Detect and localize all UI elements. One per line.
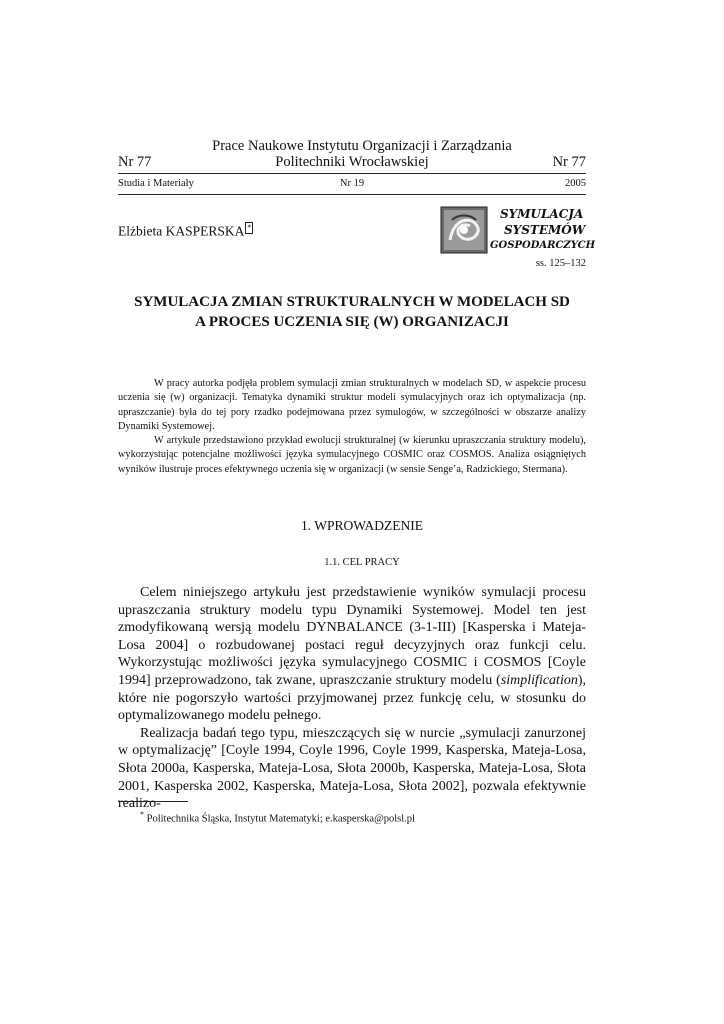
logo-text-line2: SYSTEMÓW [504,223,586,237]
issue-number-left: Nr 77 [118,154,152,170]
author-footnote-mark[interactable]: * [247,223,252,232]
title-line1: SYMULACJA ZMIAN STRUKTURALNYCH W MODELACH SD [134,294,570,310]
logo-text-line3: GOSPODARCZYCH [490,240,596,251]
title-line2: A PROCES UCZENIA SIĘ (W) ORGANIZACJI [195,314,509,330]
subsection-heading: 1.1. CEL PRACY [324,557,400,568]
logo-text-line1: SYMULACJA [500,207,584,221]
header-rule [118,173,586,174]
author-name: Elżbieta KASPERSKA [118,223,245,239]
conference-logo [440,206,596,254]
body-paragraph-2: Realizacja badań tego typu, mieszczących się w nurcie „symulacji zanurzonej w optymalizację” [Coyle 1994, Coyle 1996, Coyle 1999, Kasperska, Mateja-Losa, Słota 2000a, Kasperska, Mateja-Losa, Słota 2000b, Kasperska, Mateja-Losa, Słota 2001, Kasperska 2002, Kasperska, Mateja-Losa, Słota 2002], pozwala efektywnie realizo- [118,725,586,812]
footnote-mark: * [140,810,144,819]
page-range: ss. 125–132 [535,258,586,269]
series-number: Nr 19 [339,178,365,189]
body-text [118,584,586,813]
footnote [140,810,415,825]
journal-institution: Politechniki Wrocławskiej [275,154,429,170]
footnote-text: Politechnika Śląska, Instytut Matematyki; e.kasperska@polsl.pl [144,813,415,825]
body-paragraph-1-part-a: Celem niniejszego artykułu jest przedstawienie wyników symulacji procesu upraszczania struktury modelu typu Dynamiki Systemowej. Model ten jest zmodyfikowaną wersją modelu DYNBALANCE (3-1-III) [Kasperska i Mateja-Losa 2004] o rozbudowanej postaci reguł decyzyjnych oraz funkcji celu. Wykorzystując możliwości języka symulacyjnego COSMIC i COSMOS [Coyle 1994] przeprowadzono, tak zwane, upraszczanie struktury modelu ( [118,585,586,688]
journal-title-line: Prace Naukowe Instytutu Organizacji i Zarządzania [212,138,512,154]
abstract-paragraph-1: W pracy autorka podjęła problem symulacji zmian strukturalnych w modelach SD, w aspekcie procesu uczenia się (w) organizacji. Tematyka dynamiki struktur modeli symulacyjnych oraz ich optymalizacja (np. upraszczanie) była do tej pory rzadko podejmowana przez symulogów, w szczególności w obszarze analizy Dynamiki Systemowej. [118,378,586,432]
body-paragraph-1 [118,584,586,725]
subheader-rule [118,194,586,195]
article-title [118,292,586,332]
author-line [118,222,253,240]
body-paragraph-1-part-b: ), które nie pogorszyło wartości przyjmowanej przez funkcję celu, w stosunku do optymalizowanego modelu pełnego. [118,672,586,724]
series-name: Studia i Materiały [118,178,194,189]
footnote-rule [118,801,188,802]
body-paragraph-1-italic: simplification [500,672,578,688]
section-heading: 1. WPROWADZENIE [301,518,423,533]
abstract [118,377,586,477]
issue-number-right: Nr 77 [552,154,586,170]
abstract-paragraph-2: W artykule przedstawiono przykład ewolucji strukturalnej (w kierunku upraszczania struktury modelu), wykorzystując potencjalne możliwości języka symulacyjnego COSMIC oraz COSMOS. Analiza osiągniętych wyników ilustruje proces efektywnego uczenia się w organizacji (w sensie Senge’a, Radzickiego, Stermana). [118,435,586,475]
publication-year: 2005 [565,178,586,189]
